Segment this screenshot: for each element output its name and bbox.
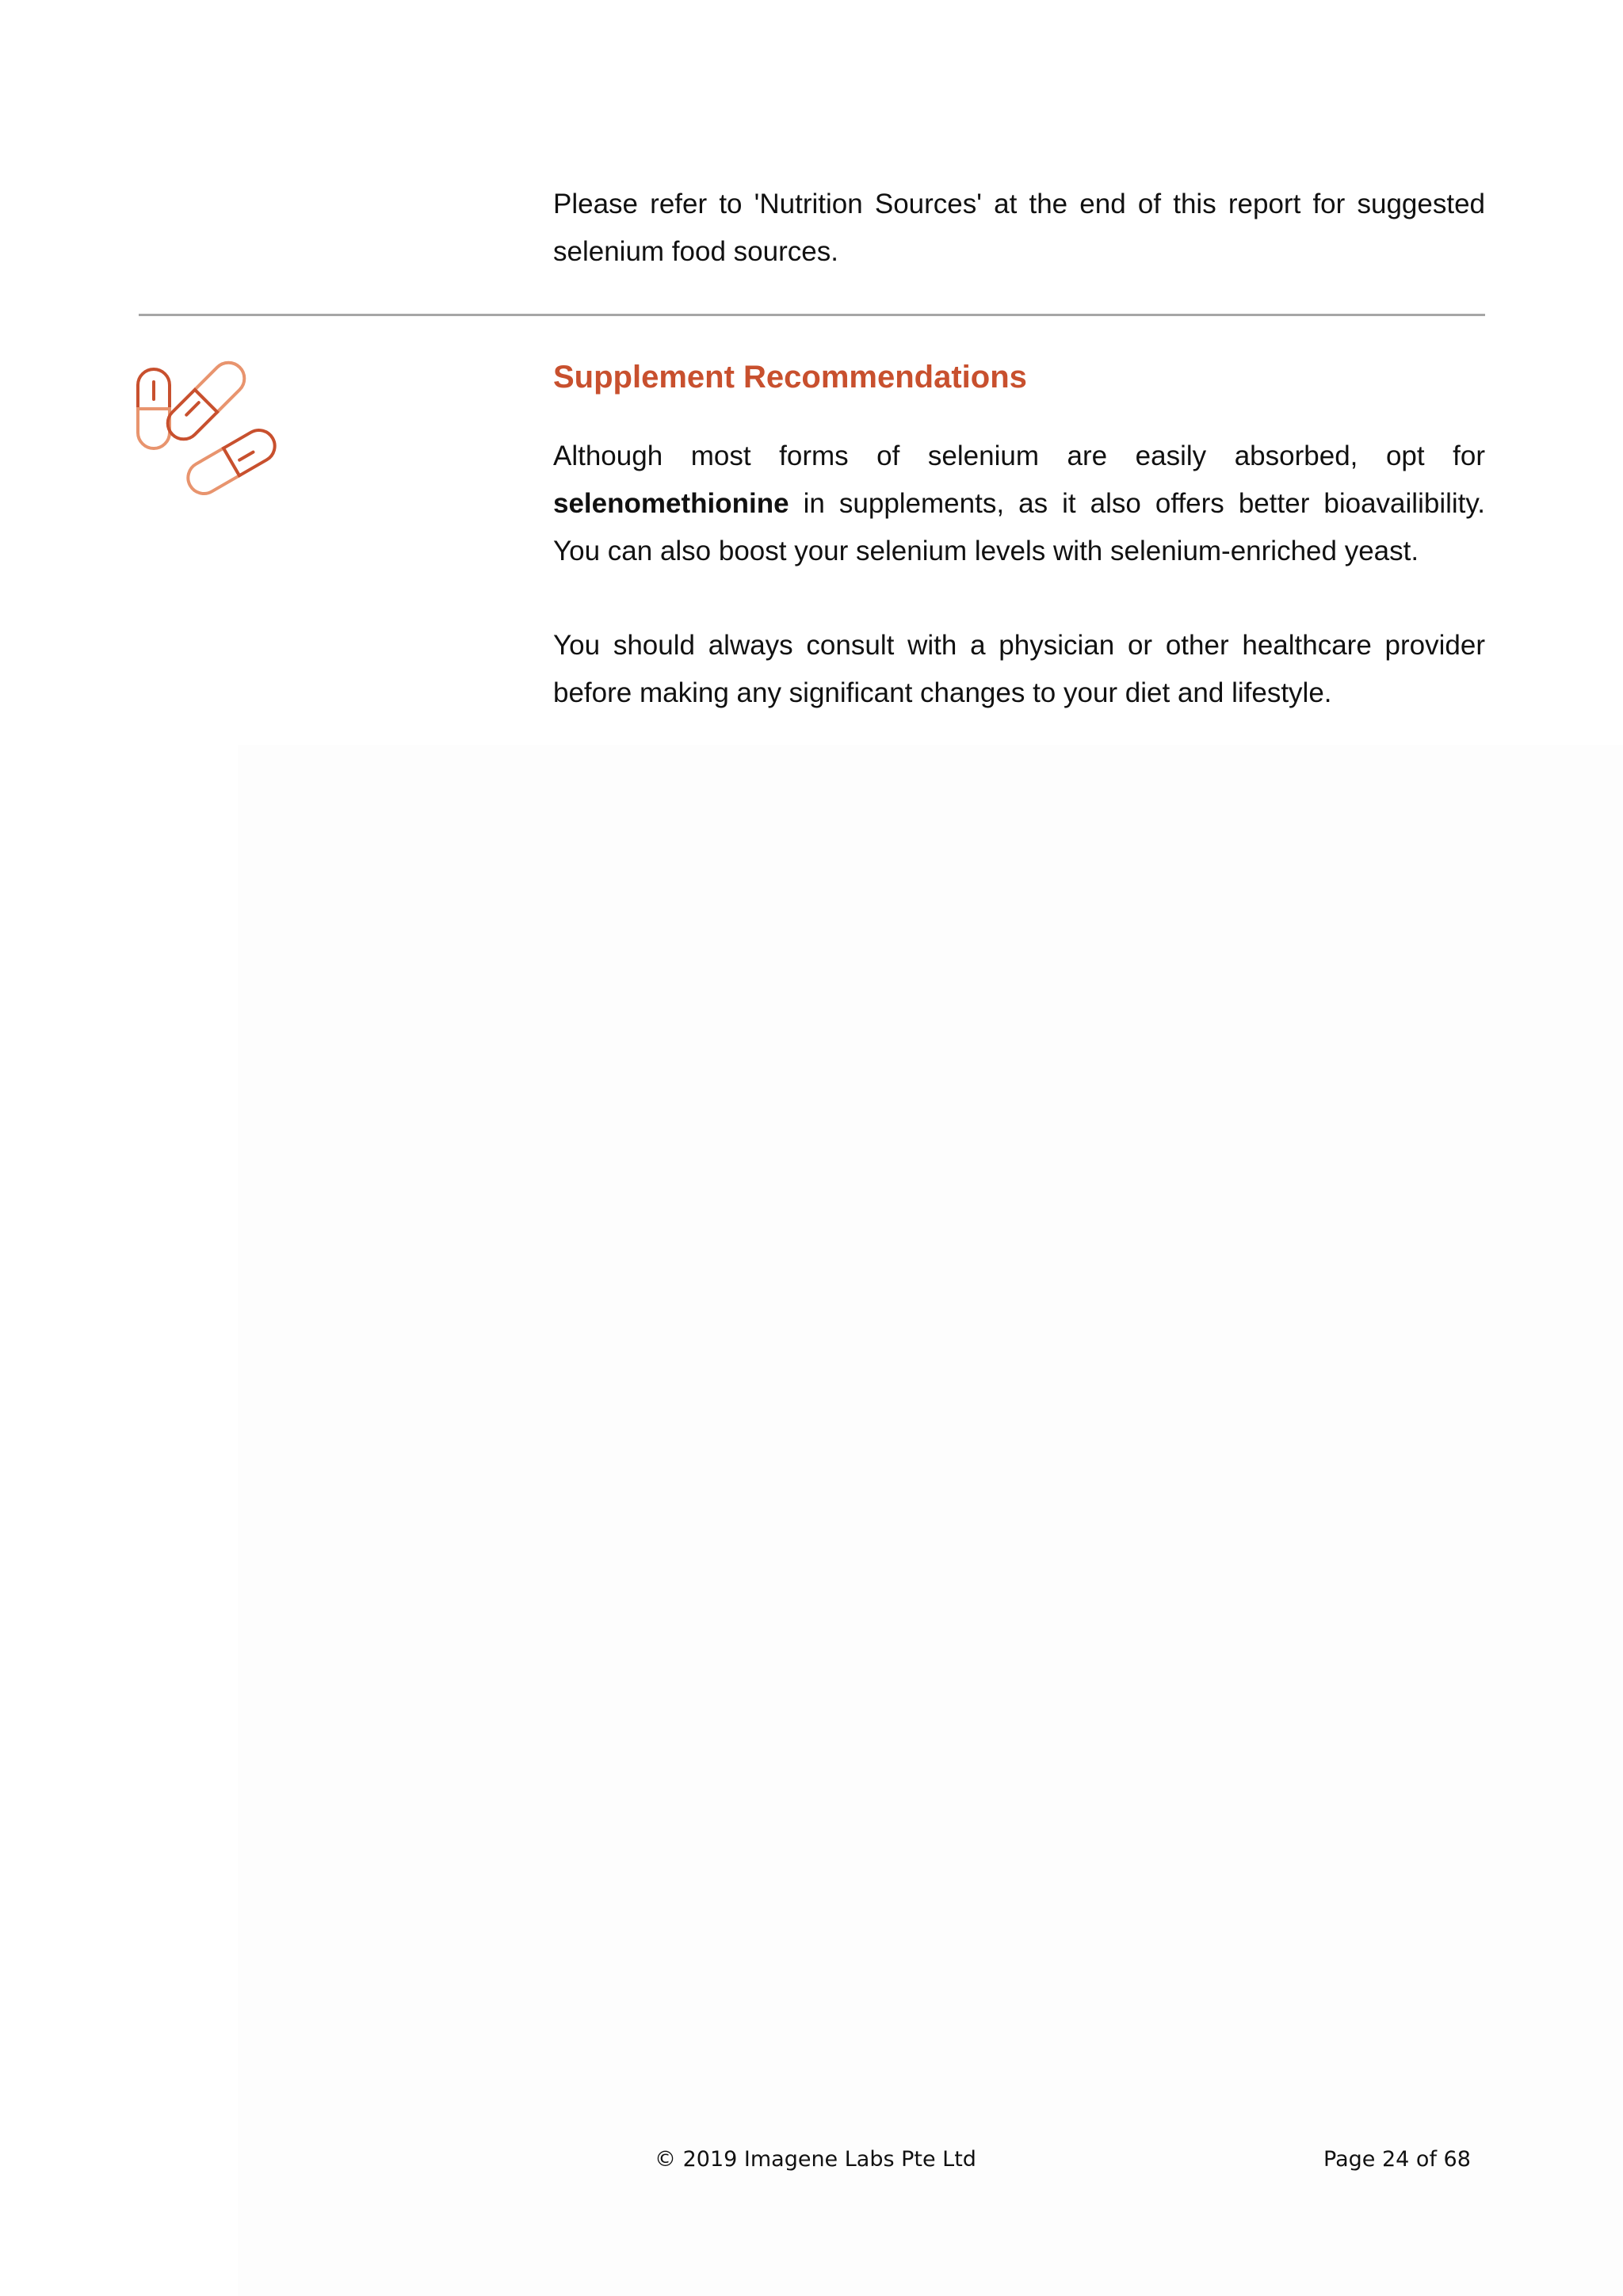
supplement-paragraph-1 <box>553 433 1485 575</box>
page-background <box>238 745 1623 2296</box>
section-divider <box>139 314 1485 316</box>
page-total: 68 <box>1443 2147 1471 2172</box>
page-of: of <box>1415 2147 1437 2172</box>
footer-copyright: © 2019 Imagene Labs Pte Ltd <box>655 2147 976 2172</box>
physician-advice-paragraph: You should always consult with a physician or other healthcare provider before making any significant changes to your diet and lifestyle. <box>553 630 1485 708</box>
selenomethionine-term: selenomethionine <box>553 488 789 519</box>
page-label: Page <box>1323 2147 1376 2172</box>
supplement-recommendations-title: Supplement Recommendations <box>553 360 1027 395</box>
nutrition-sources-note: Please refer to 'Nutrition Sources' at the end of this report for suggested selenium food sources. <box>553 189 1485 267</box>
supplement-paragraph-1-lead: Although most forms of selenium are easily absorbed, opt for <box>553 441 1485 471</box>
pills-icon <box>135 358 277 501</box>
footer-page-number <box>1323 2147 1471 2172</box>
supplement-paragraph-1-tail: in supplements, as it also offers better bioavailibility. You can also boost your selenium levels with selenium-enriched yeast. <box>553 488 1485 566</box>
page-current: 24 <box>1381 2147 1410 2172</box>
